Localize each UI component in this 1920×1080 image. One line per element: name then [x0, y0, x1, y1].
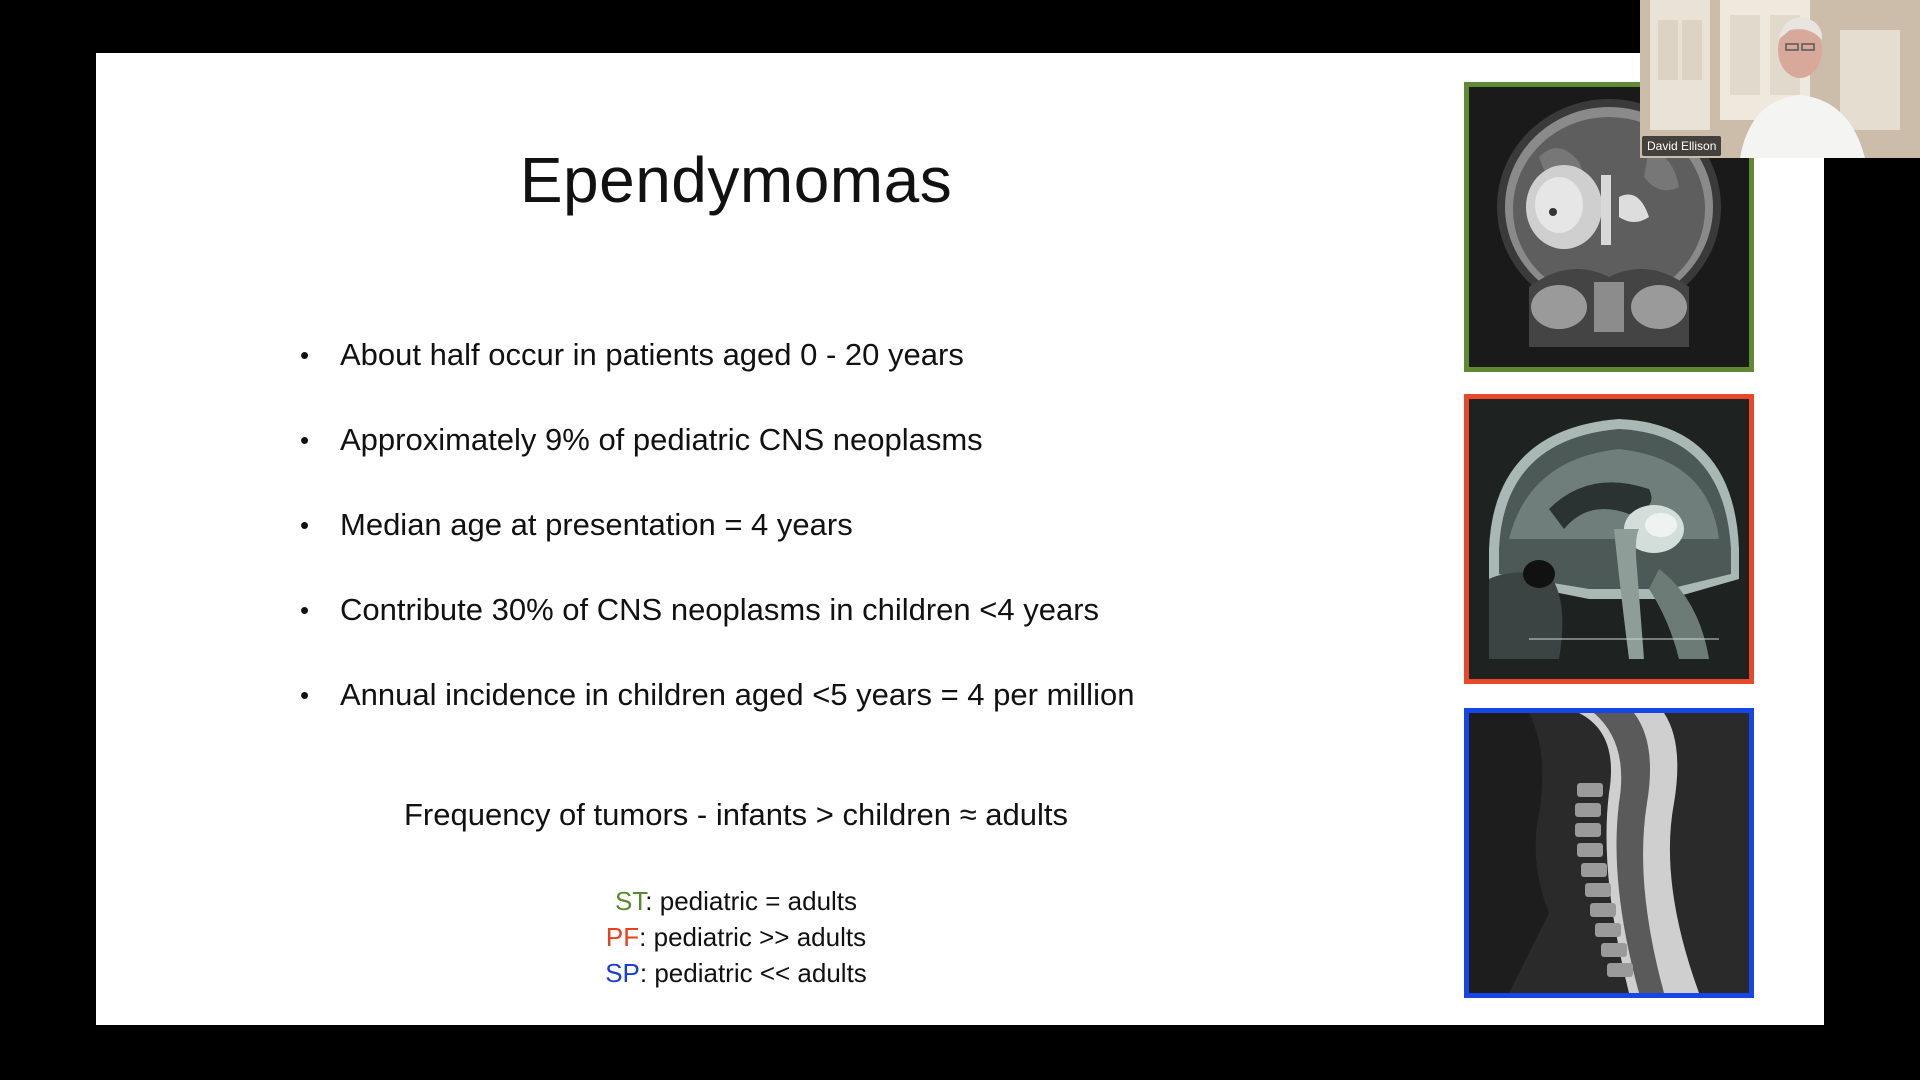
bullet-item: • About half occur in patients aged 0 - 20 years: [300, 335, 1134, 420]
frequency-statement: Frequency of tumors - infants > children ≈ adults: [403, 797, 1069, 832]
legend-line-st: [96, 883, 1376, 919]
legend-line-sp: [96, 955, 1376, 991]
bullet-item: • Approximately 9% of pediatric CNS neoplasms: [300, 420, 1134, 505]
legend-abbr-pf: PF: [605, 922, 640, 952]
spine-mri-image: [1464, 708, 1754, 998]
legend-line-pf: [96, 919, 1376, 955]
bullet-item: • Median age at presentation = 4 years: [300, 505, 1134, 590]
spine-mri-graphic: [1469, 713, 1749, 993]
legend-abbr-sp: SP: [605, 958, 640, 988]
legend-text-sp: : pediatric << adults: [639, 958, 867, 988]
slide-title: Ependymomas: [519, 144, 953, 216]
legend-text-pf: : pediatric >> adults: [639, 922, 867, 952]
bullet-list: [300, 335, 1134, 760]
sagittal-brain-mri-image: [1464, 394, 1754, 684]
participant-video-graphic: [1640, 0, 1920, 158]
bullet-item: • Contribute 30% of CNS neoplasms in children <4 years: [300, 590, 1134, 675]
bullet-item: • Annual incidence in children aged <5 years = 4 per million: [300, 675, 1134, 760]
location-legend: [96, 883, 1376, 991]
participant-video-tile[interactable]: [1640, 0, 1920, 158]
legend-text-st: : pediatric = adults: [645, 886, 858, 916]
sagittal-mri-graphic: [1469, 399, 1749, 679]
participant-name-label: David Ellison: [1642, 136, 1721, 156]
presentation-slide: [96, 53, 1824, 1025]
legend-abbr-st: ST: [614, 886, 646, 916]
